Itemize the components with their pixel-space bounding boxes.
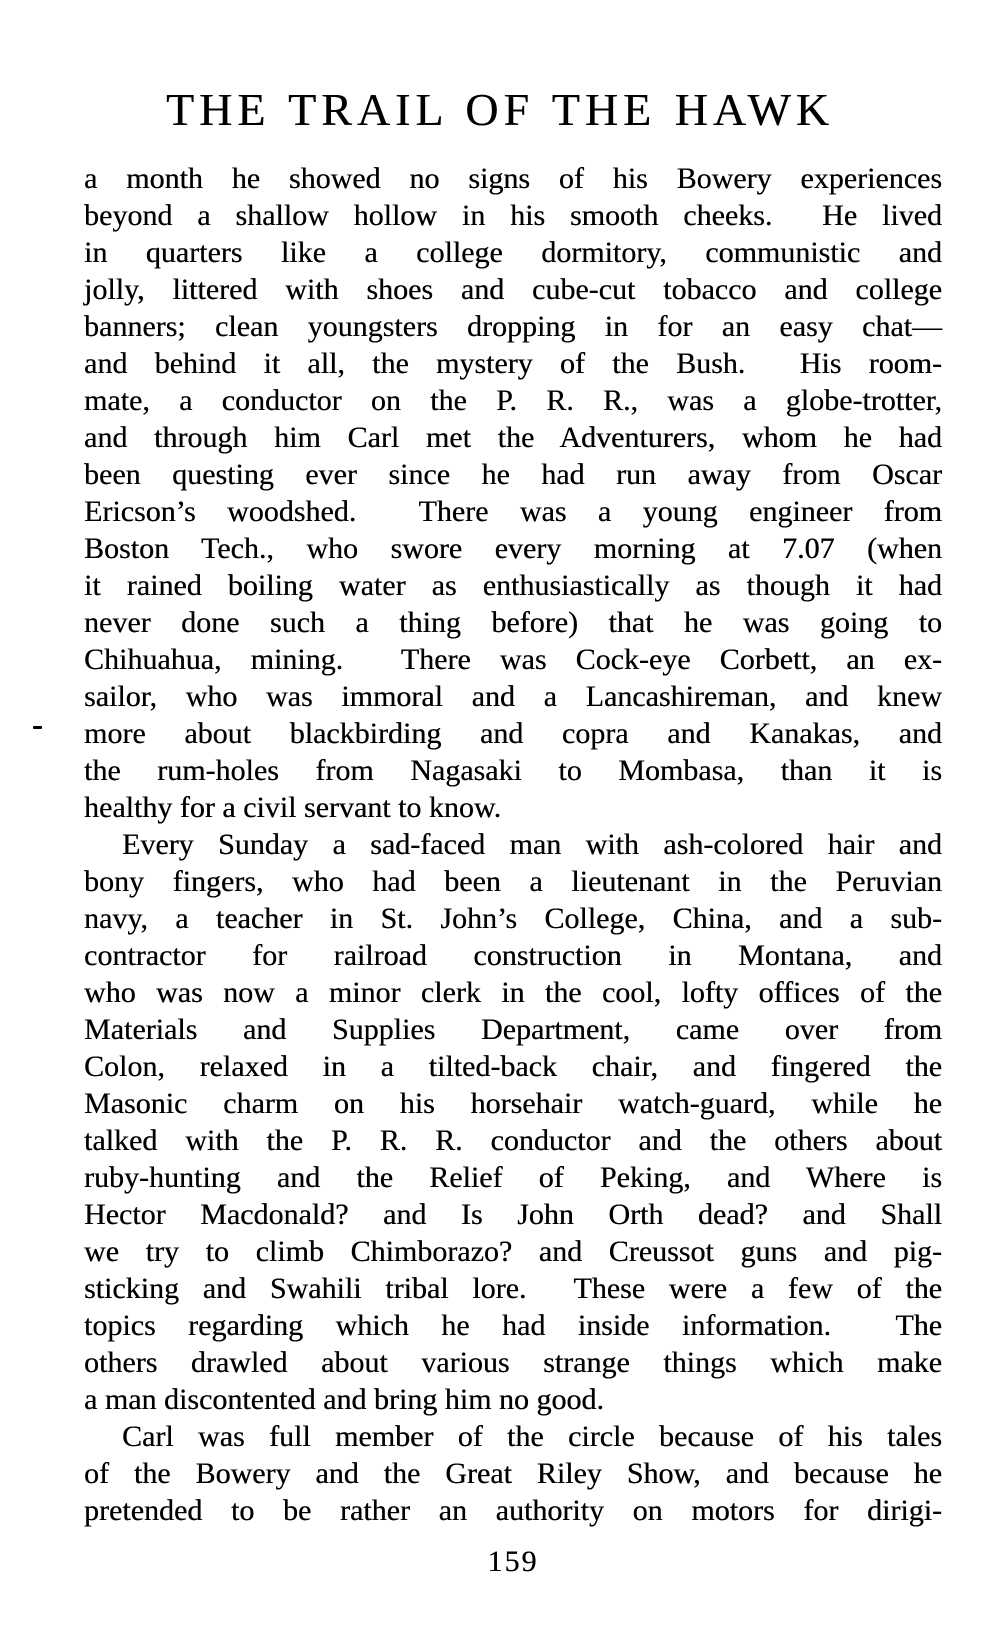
running-header: THE TRAIL OF THE HAWK (165, 84, 835, 135)
margin-ink-mark (33, 726, 42, 729)
text-line: Hector Macdonald? and Is John Orth dead? and Shall (84, 1198, 942, 1231)
text-line: sailor, who was immoral and a Lancashireman, and knew (84, 680, 942, 713)
text-line: Chihuahua, mining. There was Cock-eye Corbett, an ex- (84, 643, 942, 676)
text-line: been questing ever since he had run away from Oscar (84, 458, 942, 491)
text-line: topics regarding which he had inside information. The (84, 1309, 942, 1342)
text-line: jolly, littered with shoes and cube-cut tobacco and college (84, 273, 942, 306)
text-line: Materials and Supplies Department, came over from (84, 1013, 942, 1046)
text-line: never done such a thing before) that he was going to (84, 606, 942, 639)
text-line: beyond a shallow hollow in his smooth cheeks. He lived (84, 199, 942, 232)
text-line: Carl was full member of the circle because of his tales (122, 1420, 942, 1453)
text-line: a month he showed no signs of his Bowery experiences (84, 162, 942, 195)
text-line: we try to climb Chimborazo? and Creussot guns and pig- (84, 1235, 942, 1268)
text-line: Every Sunday a sad-faced man with ash-colored hair and (122, 828, 942, 861)
text-line: mate, a conductor on the P. R. R., was a globe-trotter, (84, 384, 942, 417)
body-text (84, 160, 942, 1529)
page-number: 159 (487, 1545, 539, 1578)
text-line: Ericson’s woodshed. There was a young engineer from (84, 495, 942, 528)
text-line: and through him Carl met the Adventurers, whom he had (84, 421, 942, 454)
text-line: the rum-holes from Nagasaki to Mombasa, than it is (84, 754, 942, 787)
text-line: Boston Tech., who swore every morning at 7.07 (when (84, 532, 942, 565)
text-line: bony fingers, who had been a lieutenant in the Peruvian (84, 865, 942, 898)
text-line: Colon, relaxed in a tilted-back chair, and fingered the (84, 1050, 942, 1083)
text-line: contractor for railroad construction in Montana, and (84, 939, 942, 972)
text-line: Masonic charm on his horsehair watch-guard, while he (84, 1087, 942, 1120)
text-line: navy, a teacher in St. John’s College, China, and a sub- (84, 902, 942, 935)
text-line: more about blackbirding and copra and Kanakas, and (84, 717, 942, 750)
text-line: ruby-hunting and the Relief of Peking, and Where is (84, 1161, 942, 1194)
text-line: and behind it all, the mystery of the Bush. His room- (84, 347, 942, 380)
text-line: talked with the P. R. R. conductor and the others about (84, 1124, 942, 1157)
text-line: healthy for a civil servant to know. (84, 791, 502, 824)
text-line: banners; clean youngsters dropping in for an easy chat— (84, 310, 942, 343)
text-line: sticking and Swahili tribal lore. These were a few of the (84, 1272, 942, 1305)
text-line: who was now a minor clerk in the cool, lofty offices of the (84, 976, 942, 1009)
text-line: others drawled about various strange things which make (84, 1346, 942, 1379)
text-line: of the Bowery and the Great Riley Show, and because he (84, 1457, 942, 1490)
text-line: a man discontented and bring him no good. (84, 1383, 604, 1416)
text-line: pretended to be rather an authority on motors for dirigi- (84, 1494, 942, 1527)
text-line: it rained boiling water as enthusiastically as though it had (84, 569, 942, 602)
text-line: in quarters like a college dormitory, communistic and (84, 236, 942, 269)
